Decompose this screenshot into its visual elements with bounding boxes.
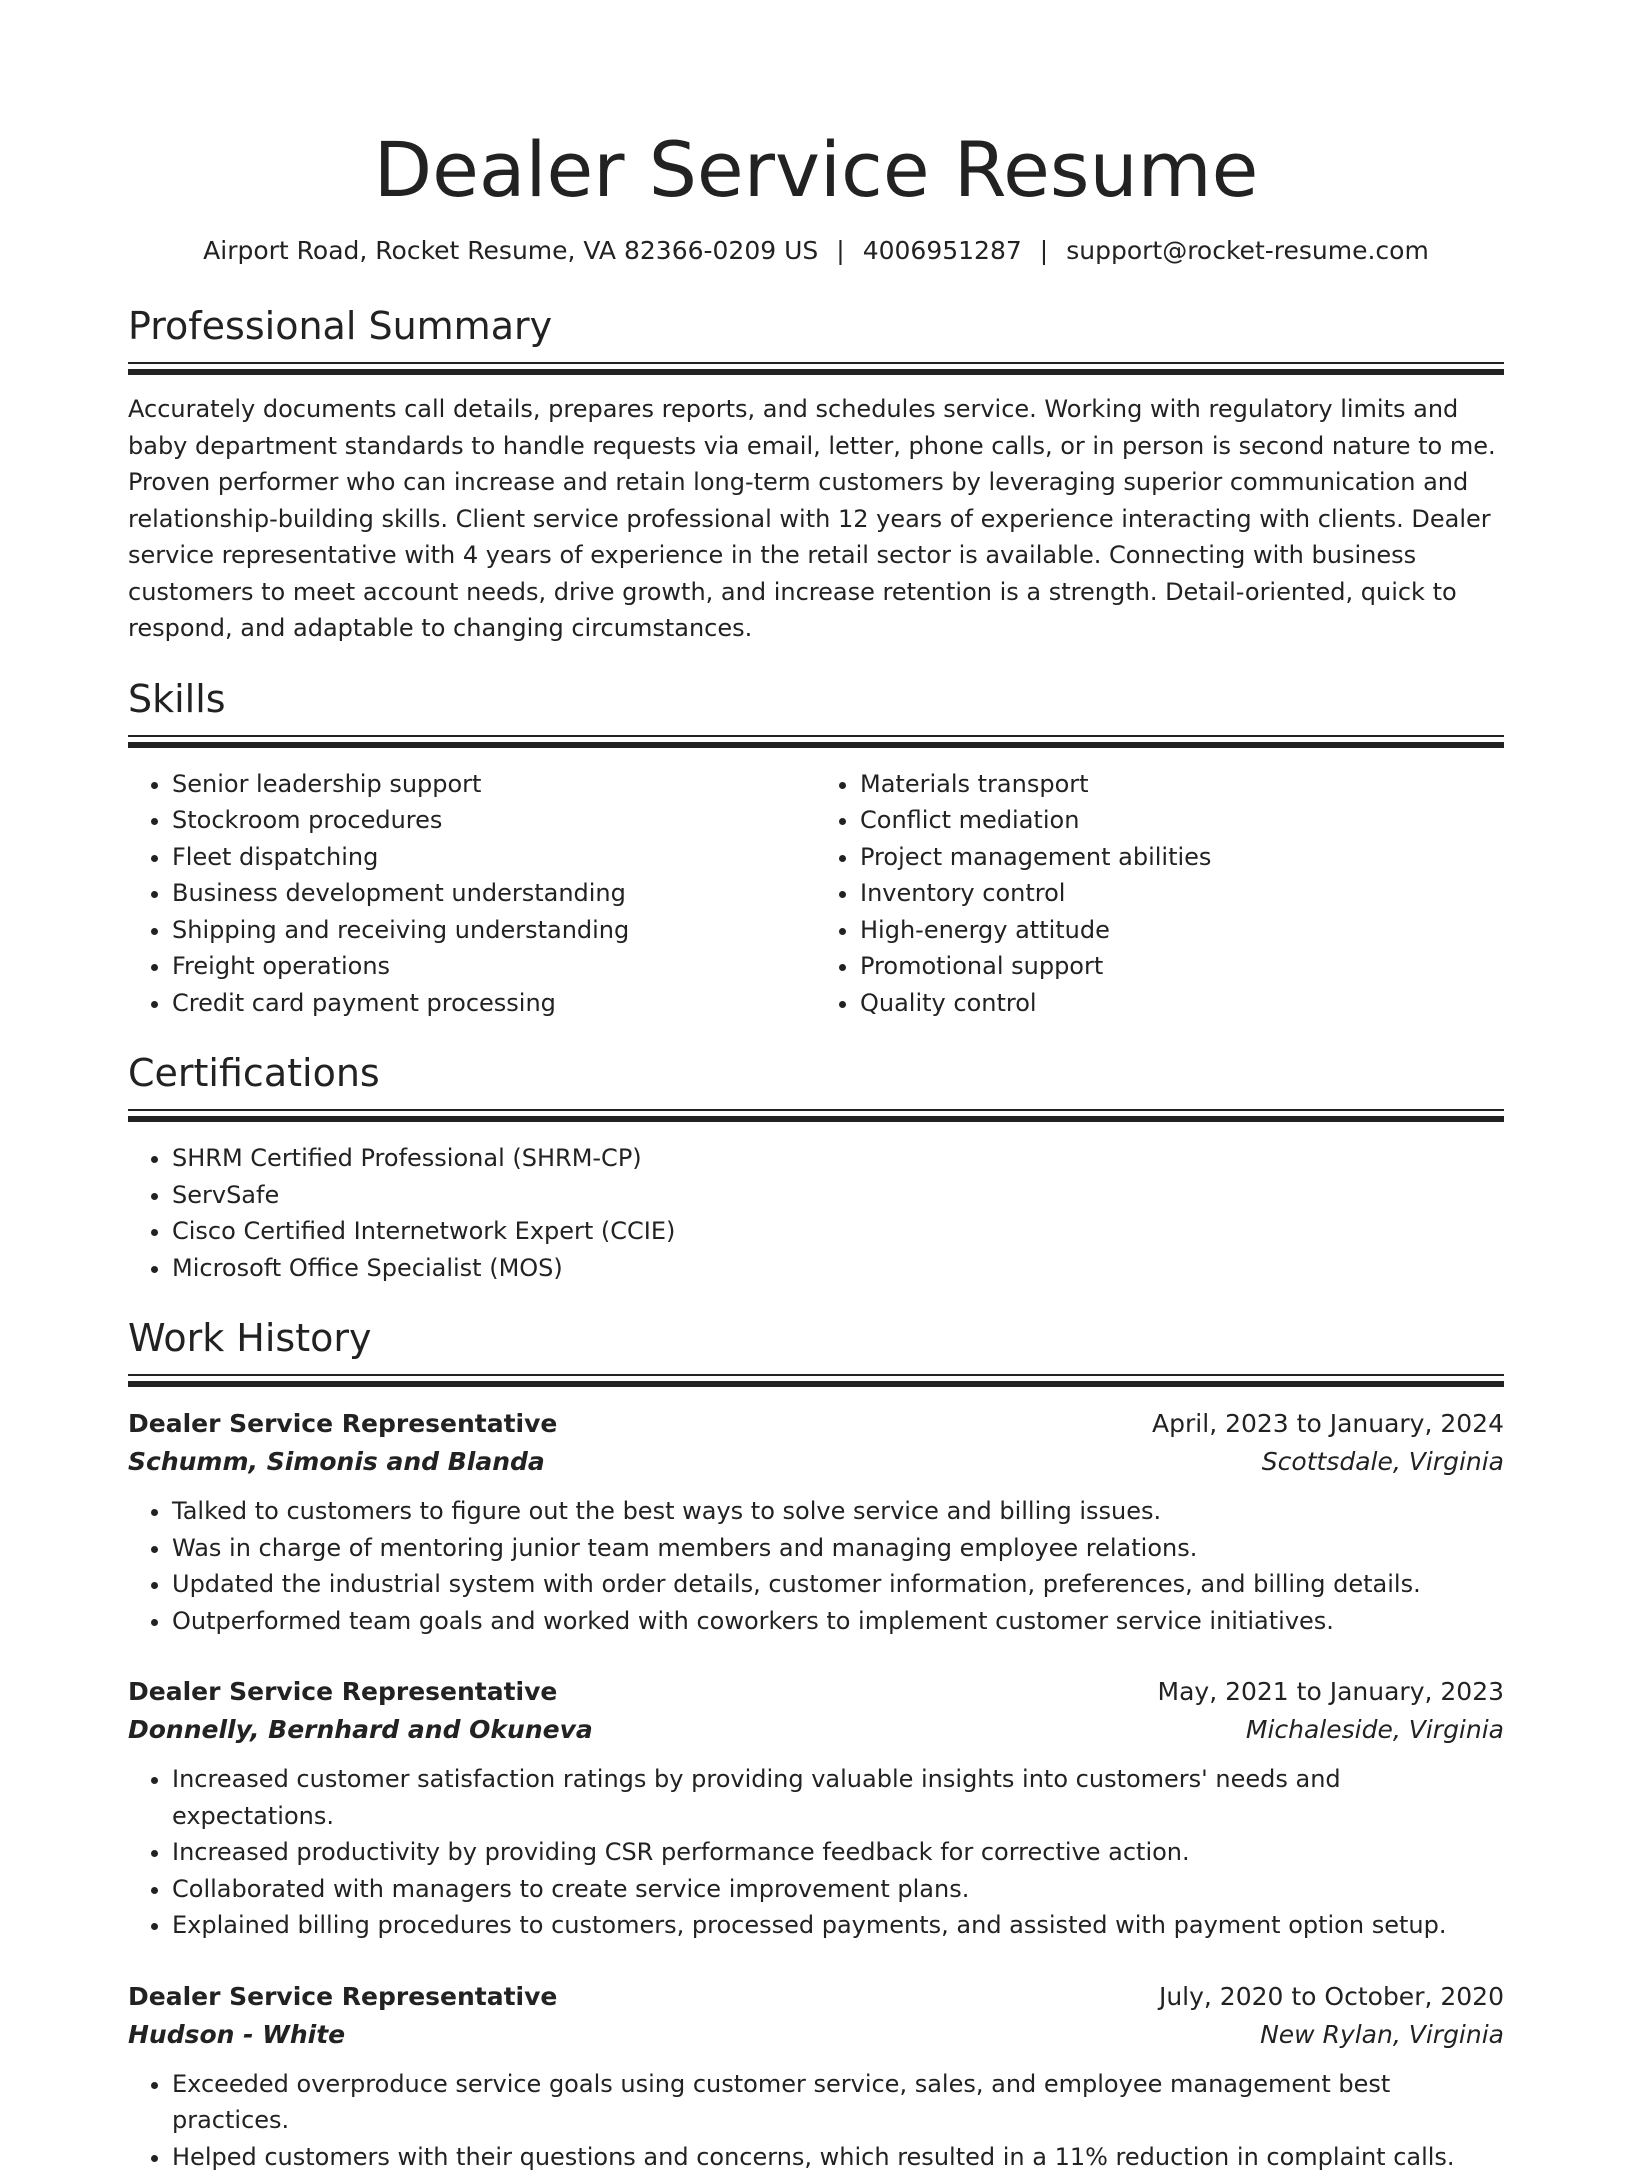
certifications-section — [128, 1049, 1504, 1286]
job-header-row — [128, 1673, 1504, 1711]
contact-email: support@rocket-resume.com — [1066, 236, 1429, 265]
skills-section — [128, 675, 1504, 1022]
job-company: Donnelly, Bernhard and Okuneva — [128, 1711, 593, 1749]
job-location: Michaleside, Virginia — [1246, 1711, 1504, 1749]
job-company: Hudson - White — [128, 2016, 345, 2054]
job-company-row — [128, 1443, 1504, 1481]
skill-item: • Inventory control — [860, 875, 1504, 912]
job-bullet: • Collaborated with managers to create service improvement plans. — [172, 1871, 1504, 1908]
job-bullet: • Outperformed team goals and worked with coworkers to implement customer service initiatives. — [172, 1603, 1504, 1640]
job-entry — [128, 1405, 1504, 1639]
skill-item: • Business development understanding — [172, 875, 816, 912]
skill-item: • Credit card payment processing — [172, 985, 816, 1022]
job-bullet: • Talked to customers to figure out the best ways to solve service and billing issues. — [172, 1493, 1504, 1530]
section-divider — [128, 1374, 1504, 1385]
summary-text: Accurately documents call details, prepares reports, and schedules service. Working with regulatory limits and baby department standards to handle requests via email, letter, phone calls, or in person is second nature to me. Proven performer who can increase and retain long-term customers by leveraging superior communication and relationship-building skills. Client service professional with 12 years of experience interacting with clients. Dealer service representative with 4 years of experience in the retail sector is available. Connecting with business customers to meet account needs, drive growth, and increase retention is a strength. Detail-oriented, quick to respond, and adaptable to changing circumstances. — [128, 391, 1504, 647]
job-bullet: • Exceeded overproduce service goals using customer service, sales, and employee management best practices. — [172, 2066, 1504, 2139]
job-bullets — [128, 2066, 1504, 2175]
certification-item: • Cisco Certified Internetwork Expert (CCIE) — [172, 1213, 1504, 1250]
section-divider — [128, 362, 1504, 373]
certification-item: • ServSafe — [172, 1177, 1504, 1214]
job-dates: April, 2023 to January, 2024 — [1152, 1405, 1504, 1443]
job-header-row — [128, 1978, 1504, 2016]
section-divider — [128, 1109, 1504, 1120]
certifications-list — [128, 1140, 1504, 1286]
job-bullet: • Helped customers with their questions and concerns, which resulted in a 11% reduction in complaint calls. — [172, 2139, 1504, 2175]
certification-item: • Microsoft Office Specialist (MOS) — [172, 1250, 1504, 1287]
skill-item: • Stockroom procedures — [172, 802, 816, 839]
job-company-row — [128, 1711, 1504, 1749]
job-company: Schumm, Simonis and Blanda — [128, 1443, 545, 1481]
job-entry — [128, 1978, 1504, 2175]
job-company-row — [128, 2016, 1504, 2054]
skill-item: • Fleet dispatching — [172, 839, 816, 876]
job-bullets — [128, 1493, 1504, 1639]
skill-item: • Freight operations — [172, 948, 816, 985]
job-title: Dealer Service Representative — [128, 1405, 557, 1443]
job-location: Scottsdale, Virginia — [1262, 1443, 1504, 1481]
job-bullet: • Increased customer satisfaction ratings by providing valuable insights into customers' needs and expectations. — [172, 1761, 1504, 1834]
contact-separator: | — [818, 236, 862, 265]
skill-item: • Quality control — [860, 985, 1504, 1022]
skill-item: • High-energy attitude — [860, 912, 1504, 949]
contact-separator: | — [1022, 236, 1066, 265]
contact-address: Airport Road, Rocket Resume, VA 82366-0209 US — [203, 236, 818, 265]
job-bullets — [128, 1761, 1504, 1944]
summary-heading: Professional Summary — [128, 302, 1504, 350]
work-history-section — [128, 1314, 1504, 2175]
work-history-heading: Work History — [128, 1314, 1504, 1362]
skills-list-right — [816, 766, 1504, 1022]
job-title: Dealer Service Representative — [128, 1978, 557, 2016]
certification-item: • SHRM Certified Professional (SHRM-CP) — [172, 1140, 1504, 1177]
job-bullet: • Was in charge of mentoring junior team members and managing employee relations. — [172, 1530, 1504, 1567]
section-divider — [128, 735, 1504, 746]
skills-list-left — [128, 766, 816, 1022]
skill-item: • Project management abilities — [860, 839, 1504, 876]
contact-phone: 4006951287 — [863, 236, 1022, 265]
resume-title: Dealer Service Resume — [128, 0, 1504, 218]
contact-line — [128, 234, 1504, 268]
job-entry — [128, 1673, 1504, 1944]
skill-item: • Materials transport — [860, 766, 1504, 803]
job-location: New Rylan, Virginia — [1260, 2016, 1504, 2054]
job-bullet: • Updated the industrial system with order details, customer information, preferences, and billing details. — [172, 1566, 1504, 1603]
skill-item: • Shipping and receiving understanding — [172, 912, 816, 949]
job-dates: May, 2021 to January, 2023 — [1158, 1673, 1504, 1711]
skill-item: • Senior leadership support — [172, 766, 816, 803]
skills-grid — [128, 766, 1504, 1022]
job-title: Dealer Service Representative — [128, 1673, 557, 1711]
skill-item: • Promotional support — [860, 948, 1504, 985]
summary-section — [128, 302, 1504, 647]
job-dates: July, 2020 to October, 2020 — [1159, 1978, 1504, 2016]
certifications-heading: Certifications — [128, 1049, 1504, 1097]
job-header-row — [128, 1405, 1504, 1443]
skills-heading: Skills — [128, 675, 1504, 723]
skill-item: • Conflict mediation — [860, 802, 1504, 839]
job-bullet: • Increased productivity by providing CSR performance feedback for corrective action. — [172, 1834, 1504, 1871]
job-bullet: • Explained billing procedures to customers, processed payments, and assisted with payment option setup. — [172, 1907, 1504, 1944]
